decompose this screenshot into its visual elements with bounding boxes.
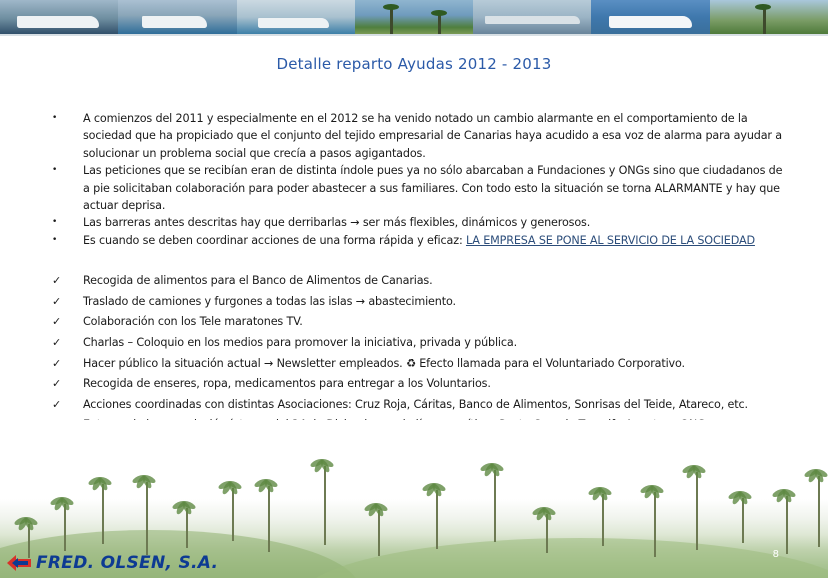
bullet-text: A comienzos del 2011 y especialmente en el 2012 se ha venido notado un cambio alarmante en el comportamiento de la sociedad que ha propiciado que el conjunto del tejido empresarial de Canarias haya acudido a esa voz de alarma para ayudar a solucionar un problema social que crecía a pasos agigantados. (83, 112, 782, 160)
header-photo-ferry-3 (237, 0, 355, 34)
bullet-list (52, 110, 792, 249)
check-item (52, 374, 792, 395)
highlight-link[interactable]: LA EMPRESA SE PONE AL SERVICIO DE LA SOCIEDAD (465, 233, 755, 247)
checkmark-icon: ✓ (52, 294, 62, 308)
page-number: 8 (772, 549, 779, 560)
company-logo (6, 553, 218, 573)
check-text: Acciones coordinadas con distintas Asociaciones: Cruz Roja, Cáritas, Banco de Alimentos, Sonrisas del Teide, Atareco, etc. (83, 397, 748, 411)
check-item (52, 312, 792, 333)
check-text: Charlas – Coloquio en los medios para promover la iniciativa, privada y pública. (83, 336, 517, 350)
checkmark-icon: ✓ (52, 356, 62, 370)
check-text: Recogida de alimentos para el Banco de Alimentos de Canarias. (83, 274, 433, 288)
slide-content (52, 110, 792, 436)
check-item (52, 292, 792, 313)
header-photo-harbour (473, 0, 591, 34)
checkmark-icon: ✓ (52, 274, 62, 288)
check-list (52, 271, 792, 436)
checkmark-icon: ✓ (52, 336, 62, 350)
check-item (52, 395, 792, 416)
logo-text: FRED. OLSEN, S.A. (36, 553, 219, 573)
checkmark-icon: ✓ (52, 315, 62, 329)
bullet-item (52, 110, 792, 162)
check-text: Colaboración con los Tele maratones TV. (83, 315, 303, 329)
check-text: Hacer público la situación actual → Newsletter empleados. ♻ Efecto llamada para el Voluntariado Corporativo. (83, 356, 685, 370)
bullet-marker: • (52, 217, 58, 228)
bullet-item (52, 162, 792, 214)
bullet-text: Es cuando se deben coordinar acciones de una forma rápida y eficaz: (83, 233, 463, 247)
bullet-marker: • (52, 165, 58, 176)
header-photo-ferry-4 (591, 0, 709, 34)
check-item (52, 333, 792, 354)
bullet-text: Las barreras antes descritas hay que derribarlas → ser más flexibles, dinámicos y generosos. (83, 216, 591, 230)
checkmark-icon: ✓ (52, 377, 62, 391)
check-text: Traslado de camiones y furgones a todas las islas → abastecimiento. (83, 294, 456, 308)
header-photo-palms (710, 0, 828, 34)
bullet-text: Las peticiones que se recibían eran de distinta índole pues ya no sólo abarcaban a Fundaciones y ONGs sino que ciudadanos de a pie solicitaban colaboración para poder abastecer a sus familiares. Con todo esto la situación se torna ALARMANTE y hay que actuar deprisa. (83, 164, 783, 213)
bullet-item (52, 214, 792, 231)
checkmark-icon: ✓ (52, 397, 62, 411)
bullet-marker: • (52, 234, 58, 245)
header-photo-ferry-1 (0, 0, 118, 34)
header-photo-golf (355, 0, 473, 34)
check-text: Recogida de enseres, ropa, medicamentos para entregar a los Voluntarios. (83, 377, 491, 391)
header-divider (0, 34, 828, 36)
check-item (52, 271, 792, 292)
header-photo-strip (0, 0, 828, 34)
logo-arrow-icon (6, 554, 32, 572)
check-item (52, 354, 792, 375)
bullet-marker: • (52, 113, 58, 123)
bullet-item (52, 232, 792, 249)
header-photo-ferry-2 (118, 0, 236, 34)
slide-title: Detalle reparto Ayudas 2012 - 2013 (276, 55, 552, 73)
